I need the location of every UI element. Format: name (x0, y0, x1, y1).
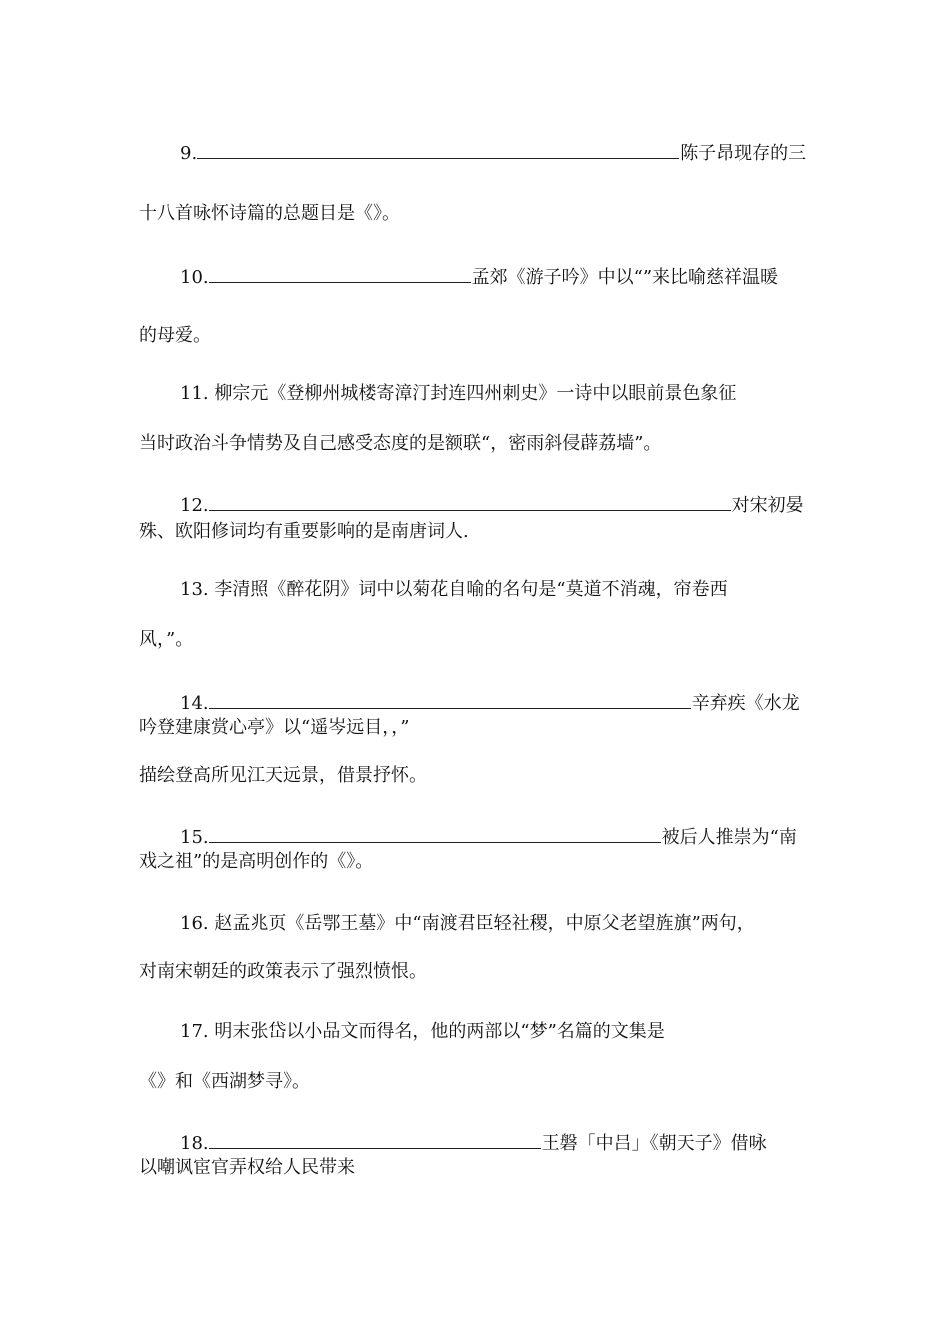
answer-blank[interactable] (209, 690, 691, 709)
question-text: 十八首咏怀诗篇的总题目是《》。 (139, 203, 400, 224)
question-text: 当时政治斗争情势及自己感受态度的是额联“，密雨斜侵薜荔墙”。 (139, 433, 662, 454)
answer-blank[interactable] (197, 140, 679, 159)
answer-blank[interactable] (209, 264, 471, 283)
question-15-line-1 (180, 824, 797, 850)
question-14-line-1 (180, 690, 800, 716)
question-11-line-2 (139, 432, 661, 456)
question-text: 吟登建康赏心亭》以“遥岑远目，，” (139, 717, 410, 738)
question-number: 11. (180, 383, 209, 404)
question-number: 15. (180, 827, 209, 848)
question-9-line-1 (180, 140, 806, 166)
question-text: 对南宋朝廷的政策表示了强烈愤恨。 (139, 961, 427, 982)
question-text: 的母爱。 (139, 325, 211, 346)
question-text: 柳宗元《登柳州城楼寄漳汀封连四州刺史》一诗中以眼前景色象征 (214, 383, 737, 404)
question-number: 9. (180, 143, 198, 164)
question-number: 16. (180, 913, 209, 934)
question-text: 李清照《醉花阴》词中以菊花自喻的名句是“莫道不消魂，帘卷西 (214, 579, 728, 600)
question-text: 描绘登高所见江天远景，借景抒怀。 (139, 765, 427, 786)
question-12-line-1 (180, 492, 804, 518)
question-12-line-2 (139, 520, 469, 544)
answer-blank[interactable] (209, 824, 661, 843)
question-text: 王磐「中吕」《朝天子》借咏 (541, 1133, 767, 1154)
question-16-line-2 (139, 960, 427, 984)
question-13-line-1 (180, 578, 728, 602)
question-17-line-2 (139, 1070, 310, 1094)
question-number: 12. (180, 495, 209, 516)
question-number: 13. (180, 579, 209, 600)
question-text: 对宋初晏 (731, 495, 804, 516)
question-10-line-1 (180, 264, 778, 290)
question-text: 陈子昂现存的三 (680, 143, 807, 164)
question-14-line-3 (139, 764, 427, 788)
question-10-line-2 (139, 324, 211, 348)
question-number: 14. (180, 693, 209, 714)
question-14-line-2 (139, 716, 409, 740)
answer-blank[interactable] (209, 1130, 541, 1149)
question-text: 殊、欧阳修词均有重要影响的是南唐词人. (139, 521, 469, 542)
question-text: 以嘲讽宦官弄权给人民带来 (139, 1157, 355, 1178)
question-9-line-2 (139, 202, 400, 226)
question-text: 辛弃疾《水龙 (691, 693, 800, 714)
question-text: 风，”。 (139, 629, 194, 650)
question-18-line-2 (139, 1156, 355, 1180)
question-text: 赵孟兆页《岳鄂王墓》中“南渡君臣轻社稷，中原父老望旌旗”两句， (214, 913, 755, 934)
question-18-line-1 (180, 1130, 767, 1156)
question-text: 戏之祖”的是高明创作的《》。 (139, 851, 374, 872)
answer-blank[interactable] (209, 492, 731, 511)
question-text: 孟郊《游子吟》中以“”来比喻慈祥温暖 (471, 267, 779, 288)
question-17-line-1 (180, 1020, 665, 1044)
question-text: 明末张岱以小品文而得名，他的两部以“梦”名篇的文集是 (214, 1021, 665, 1042)
question-number: 17. (180, 1021, 209, 1042)
question-13-line-2 (139, 628, 193, 652)
question-16-line-1 (180, 912, 755, 936)
question-text: 《》和《西湖梦寻》。 (139, 1071, 310, 1092)
question-15-line-2 (139, 850, 373, 874)
question-number: 18. (180, 1133, 209, 1154)
question-number: 10. (180, 267, 209, 288)
question-text: 被后人推崇为“南 (661, 827, 797, 848)
question-11-line-1 (180, 382, 736, 406)
